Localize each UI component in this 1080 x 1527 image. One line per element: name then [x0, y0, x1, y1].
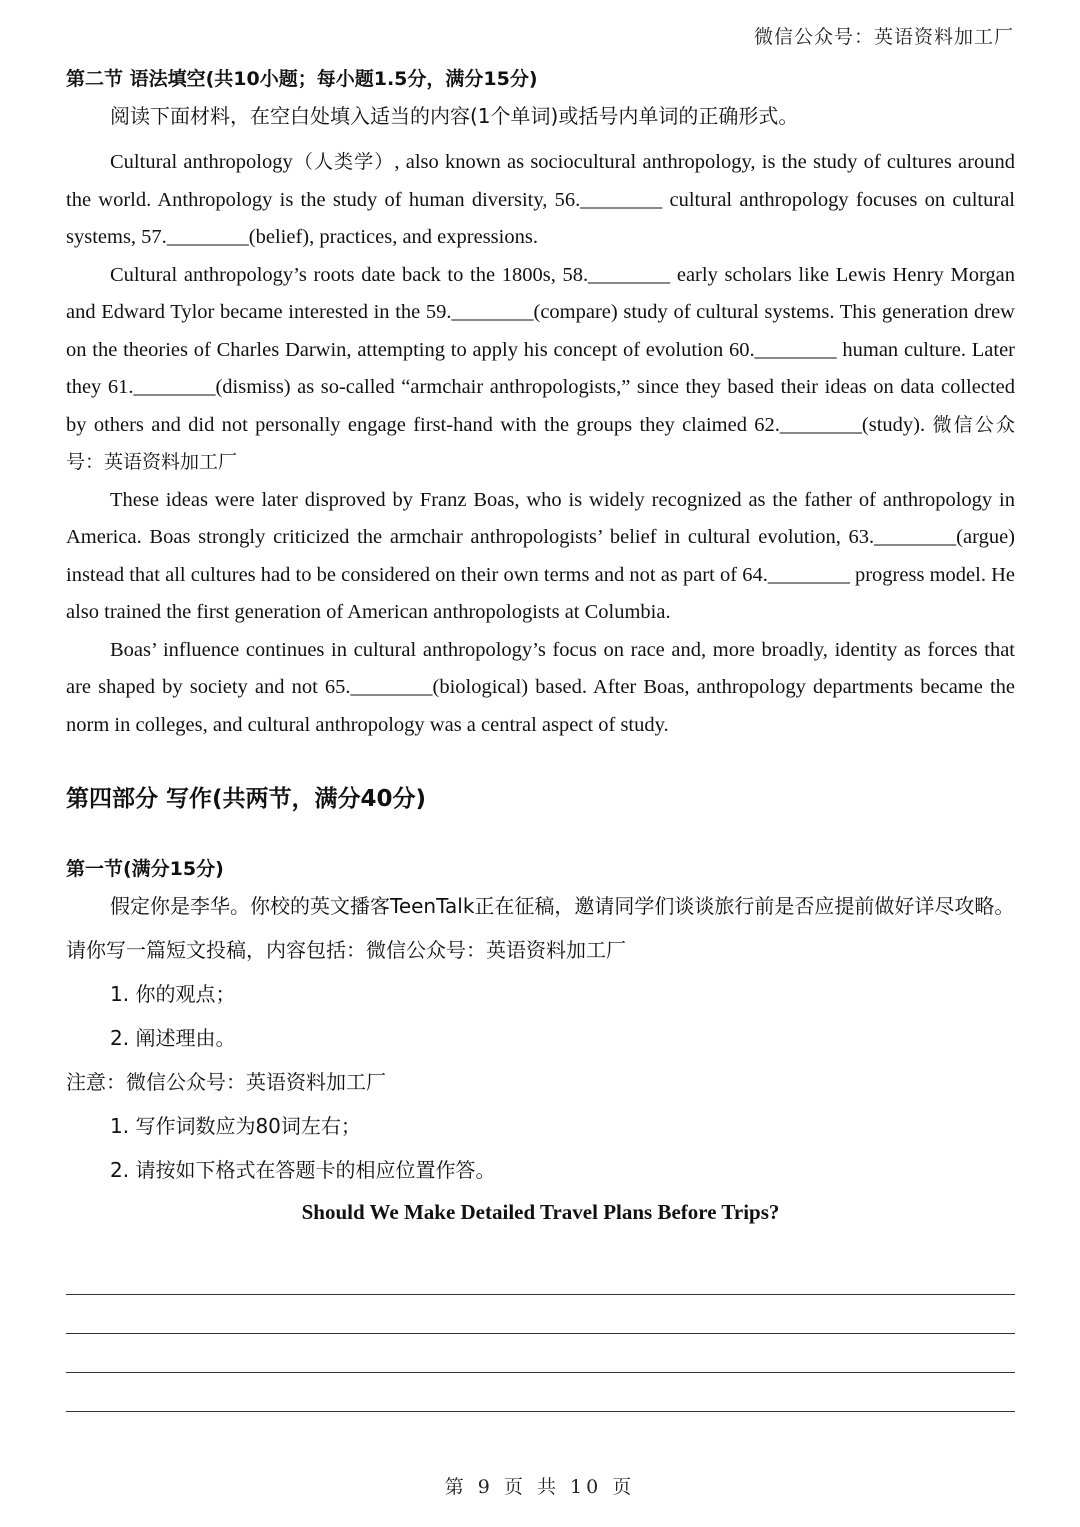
part-4-section-1-title: 第一节(满分15分): [66, 858, 224, 880]
section-2-title: 第二节 语法填空(共10小题；每小题1.5分，满分15分): [66, 68, 538, 90]
passage-paragraph-4: Boas’ influence continues in cultural anthropology’s focus on race and, more broadly, identity as forces that are shaped by society and not 65.________(biological) based. After Boas, anthropology departments became the norm in colleges, and cultural anthropology was a central aspect of study.: [66, 638, 1015, 736]
passage-paragraph-2: [66, 257, 1015, 482]
part-4-title: 第四部分 写作(共两节，满分40分): [66, 786, 427, 812]
passage-p1-chinese-gloss: （人类学）: [292, 151, 395, 173]
header-watermark-note: 微信公众号：英语资料加工厂: [753, 26, 1014, 48]
answer-lines: [66, 1256, 1015, 1412]
answer-line[interactable]: [66, 1334, 1015, 1373]
writing-task-description: 假定你是李华。你校的英文播客TeenTalk正在征稿，邀请同学们谈谈旅行前是否应提前做好详尽攻略。请你写一篇短文投稿，内容包括：微信公众号：英语资料加工厂: [66, 894, 1015, 962]
task-item: 1. 你的观点；: [110, 982, 236, 1006]
page-content: [66, 64, 1015, 1412]
answer-line[interactable]: [66, 1373, 1015, 1412]
passage-paragraph-3: These ideas were later disproved by Franz Boas, who is widely recognized as the father of anthropology in America. Boas strongly criticized the armchair anthropologists’ belief in cultural evolution, 63.________(argue) instead that all cultures had to be considered on their own terms and not as part of 64.________ progress model. He also trained the first generation of American anthropologists at Columbia.: [66, 488, 1015, 623]
task-item: 2. 阐述理由。: [110, 1026, 236, 1050]
passage-p1-rest: , also known as sociocultural anthropology, is the study of cultures around the world. Anthropology is the study of human diversity, 56.________ cultural anthropology focuses on cultural systems, 57.________(belief), practices, and expressions.: [66, 151, 1015, 248]
passage-paragraph-1: [66, 144, 1015, 257]
answer-line[interactable]: [66, 1295, 1015, 1334]
note-label: 注意：微信公众号：英语资料加工厂: [66, 1070, 386, 1094]
passage-p2-watermark: 微信公众号：英语资料加工厂: [66, 413, 1016, 473]
note-item: 2. 请按如下格式在答题卡的相应位置作答。: [110, 1158, 496, 1182]
essay-title: Should We Make Detailed Travel Plans Before Trips?: [301, 1200, 780, 1224]
note-item: 1. 写作词数应为80词左右；: [110, 1114, 361, 1138]
section-2-instruction: 阅读下面材料，在空白处填入适当的内容(1个单词)或括号内单词的正确形式。: [110, 104, 799, 128]
passage-p1-start: Cultural anthropology: [110, 151, 293, 173]
page-number-footer: 第 9 页 共 10 页: [444, 1476, 636, 1498]
answer-line[interactable]: [66, 1256, 1015, 1295]
passage-p2-text: Cultural anthropology’s roots date back to the 1800s, 58.________ early scholars like Lewis Henry Morgan and Edward Tylor became interested in the 59.________(compare) study of cultural systems. This generation drew on the theories of Charles Darwin, attempting to apply his concept of evolution 60.________ human culture. Later they 61.________(dismiss) as so-called “armchair anthropologists,” since they based their ideas on data collected by others and did not personally engage first-hand with the groups they claimed 62.________(study).: [66, 263, 1015, 436]
